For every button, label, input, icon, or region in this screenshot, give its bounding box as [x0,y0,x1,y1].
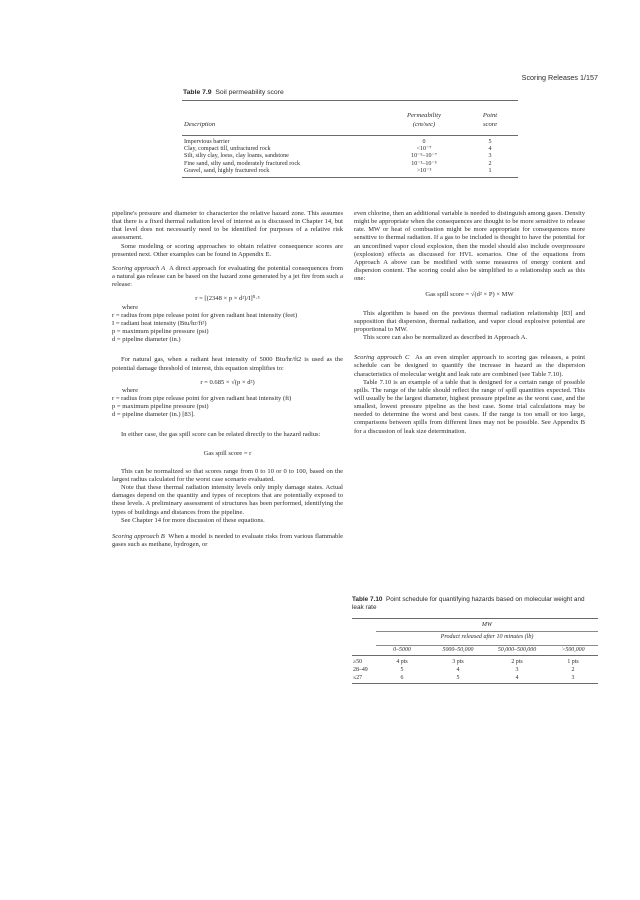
paragraph: In either case, the gas spill score can be related directly to the hazard radius: [121,431,321,439]
table-row: Silt, silty clay, loess, clay loams, sandstone 10⁻⁵–10⁻⁷ 3 [184,153,492,160]
equation: Gas spill score = r [203,449,252,457]
paragraph: This algorithm is based on the previous thermal radiation relationship [83] and supposition that dispersion, thermal radiation, and vapor cloud explosive potential are proportional to MW. [354,309,585,333]
col-header: 5000–50,000 [442,647,474,653]
paragraph: When a model is needed to evaluate risks from various flammable gases such as methane, hydrogen, or [112,532,343,548]
equation: r = 0.685 × √(p × d²) [200,378,255,386]
table-7-10-label: Table 7.10 [352,596,383,603]
variable-definition: r = radius from pipe release point for given radiant heat intensity (feet) [112,311,298,319]
col-header-permeability: Permeability [406,112,442,119]
col-header-permeability-unit: (cm/sec) [412,121,436,128]
where-label: where [122,386,138,394]
table-row: Impervious barrier 0 5 [184,139,492,145]
paragraph: even chlorine, then an additional variable is needed to distinguish among gases. Density might be appropriate when the consequences are thought to be more sensitive to release rate. MW or heat of combustion might be more appropriate for consequences more sensitive to thermal radiation. If a gas to be included is thought to have the potential for an unconfined vapor cloud explosion, then the model should also include overpressure (explosion) effects as discussed for HVL scenarios. One of the equations from Approach A above can be modified with some measures of energy content and dispersion content. The scoring could also be simplified to a relationship such as this one: [354,210,585,283]
left-column [112,210,343,549]
paragraph: For natural gas, when a radiant heat intensity of 5000 Btu/hr/ft2 is used as the potential damage threshold of interest, this equation simplifies to: [112,356,343,372]
paragraph: This can be normalized so that scores range from 0 to 10 or 0 to 100, based on the largest radius calculated for the worst case scenario evaluated. [112,467,343,483]
running-header: Scoring Releases 1/157 [521,73,598,82]
table-bottom-rule [352,683,598,684]
paragraph: Note that these thermal radiation intensity levels only imply damage states. Actual damages depend on the quantity and types of receptors that are potentially exposed to these levels. A preliminary assessment of structures has been performed, identifying the types of buildings and distances from the pipeline. [112,484,343,516]
section-heading: Scoring approach B [112,532,165,540]
col-header: >500,000 [561,647,585,653]
table-row: 28–49 5 4 3 2 [353,667,575,673]
col-header-point: Point [482,112,498,119]
table-row: ≤27 6 5 4 3 [353,675,575,681]
table-bottom-rule [182,177,518,178]
paragraph: See Chapter 14 for more discussion of these equations. [121,516,265,524]
table-7-9-caption [183,89,284,96]
variable-definition: d = pipeline diameter (in.) [112,336,181,344]
section-heading: Scoring approach C [354,354,410,362]
variable-definition: d = pipeline diameter (in.) [83]. [112,411,195,419]
variable-definition: p = maximum pipeline pressure (psi) [112,403,209,411]
mw-header: MW [481,622,493,628]
paragraph: Some modeling or scoring approaches to obtain relative consequence scores are presented next. Other examples can be found in Appendix E. [112,242,343,258]
col-header-description: Description [184,121,216,128]
col-header-score: score [482,121,498,128]
section-heading: Scoring approach A [112,264,166,272]
variable-definition: I = radiant heat intensity (Btu/hr/ft²) [112,319,207,327]
table-7-9 [182,100,518,178]
paragraph: A direct approach for evaluating the potential consequences from a natural gas release can be based on the hazard zone generated by a jet fire from such a release: [112,264,343,289]
equation: r = [(2348 × p × d²)/I]⁰·⁵ [195,295,260,303]
table-7-9-label: Table 7.9 [183,89,212,96]
paragraph: pipeline's pressure and diameter to characterize the relative hazard zone. This assumes that there is a fixed thermal radiation level of interest as is discussed in Chapter 14, but that level does not necessarily need to be identified for purposes of a relative risk assessment. [112,210,343,242]
header-divider [376,631,598,632]
product-released-subheader: Product released after 10 minutes (lb) [440,634,534,640]
paragraph: This score can also be normalized as described in Approach A. [363,334,528,342]
table-7-9-header [182,101,518,135]
table-7-10-header [352,619,598,645]
table-row: Fine sand, silty sand, moderately fractured rock 10⁻³–10⁻⁵ 2 [184,160,492,167]
table-7-10 [352,618,598,684]
table-7-10-caption [352,596,592,612]
table-7-10-title: Point schedule for quantifying hazards based on molecular weight and leak rate [352,596,585,611]
col-header: 50,000–500,000 [497,647,537,653]
variable-definition: p = maximum pipeline pressure (psi) [112,328,209,336]
where-label: where [122,303,138,311]
table-row: ≥50 4 pts 3 pts 2 pts 1 pts [353,659,579,665]
equation: Gas spill score = √(d² × P) × MW [425,291,514,299]
variable-definition: r = radius from pipe release point for given radiant heat intensity (ft) [112,394,292,402]
right-column [354,210,585,436]
column-headers [352,646,598,655]
col-header: 0–5000 [393,647,411,653]
table-row: Gravel, sand, highly fractured rock >10⁻³ 1 [184,167,492,174]
table-row: Clay, compact till, unfractured rock <10⁻⁷ 4 [184,146,492,153]
paragraph: As an even simpler approach to scoring gas releases, a point schedule can be designed to quantify the increase in hazard as the dispersion characteristics of molecular weight and leak rate are combined (see Table 7.10). [354,354,586,378]
table-7-9-title: Soil permeability score [215,89,284,96]
paragraph: Table 7.10 is an example of a table that is designed for a certain range of possible spills. The range of the table should reflect the range of spill quantities expected. This will usually be the largest diameter, highest pressure pipeline as the worst case, and the smallest, lowest pressure pipeline as the best case. Some trial calculations may be needed to determine the worst and best cases. If the range is too small or too large, comparisons between spills from different lines may not be possible. See Appendix B for a discussion of leak size determination. [354,378,585,435]
